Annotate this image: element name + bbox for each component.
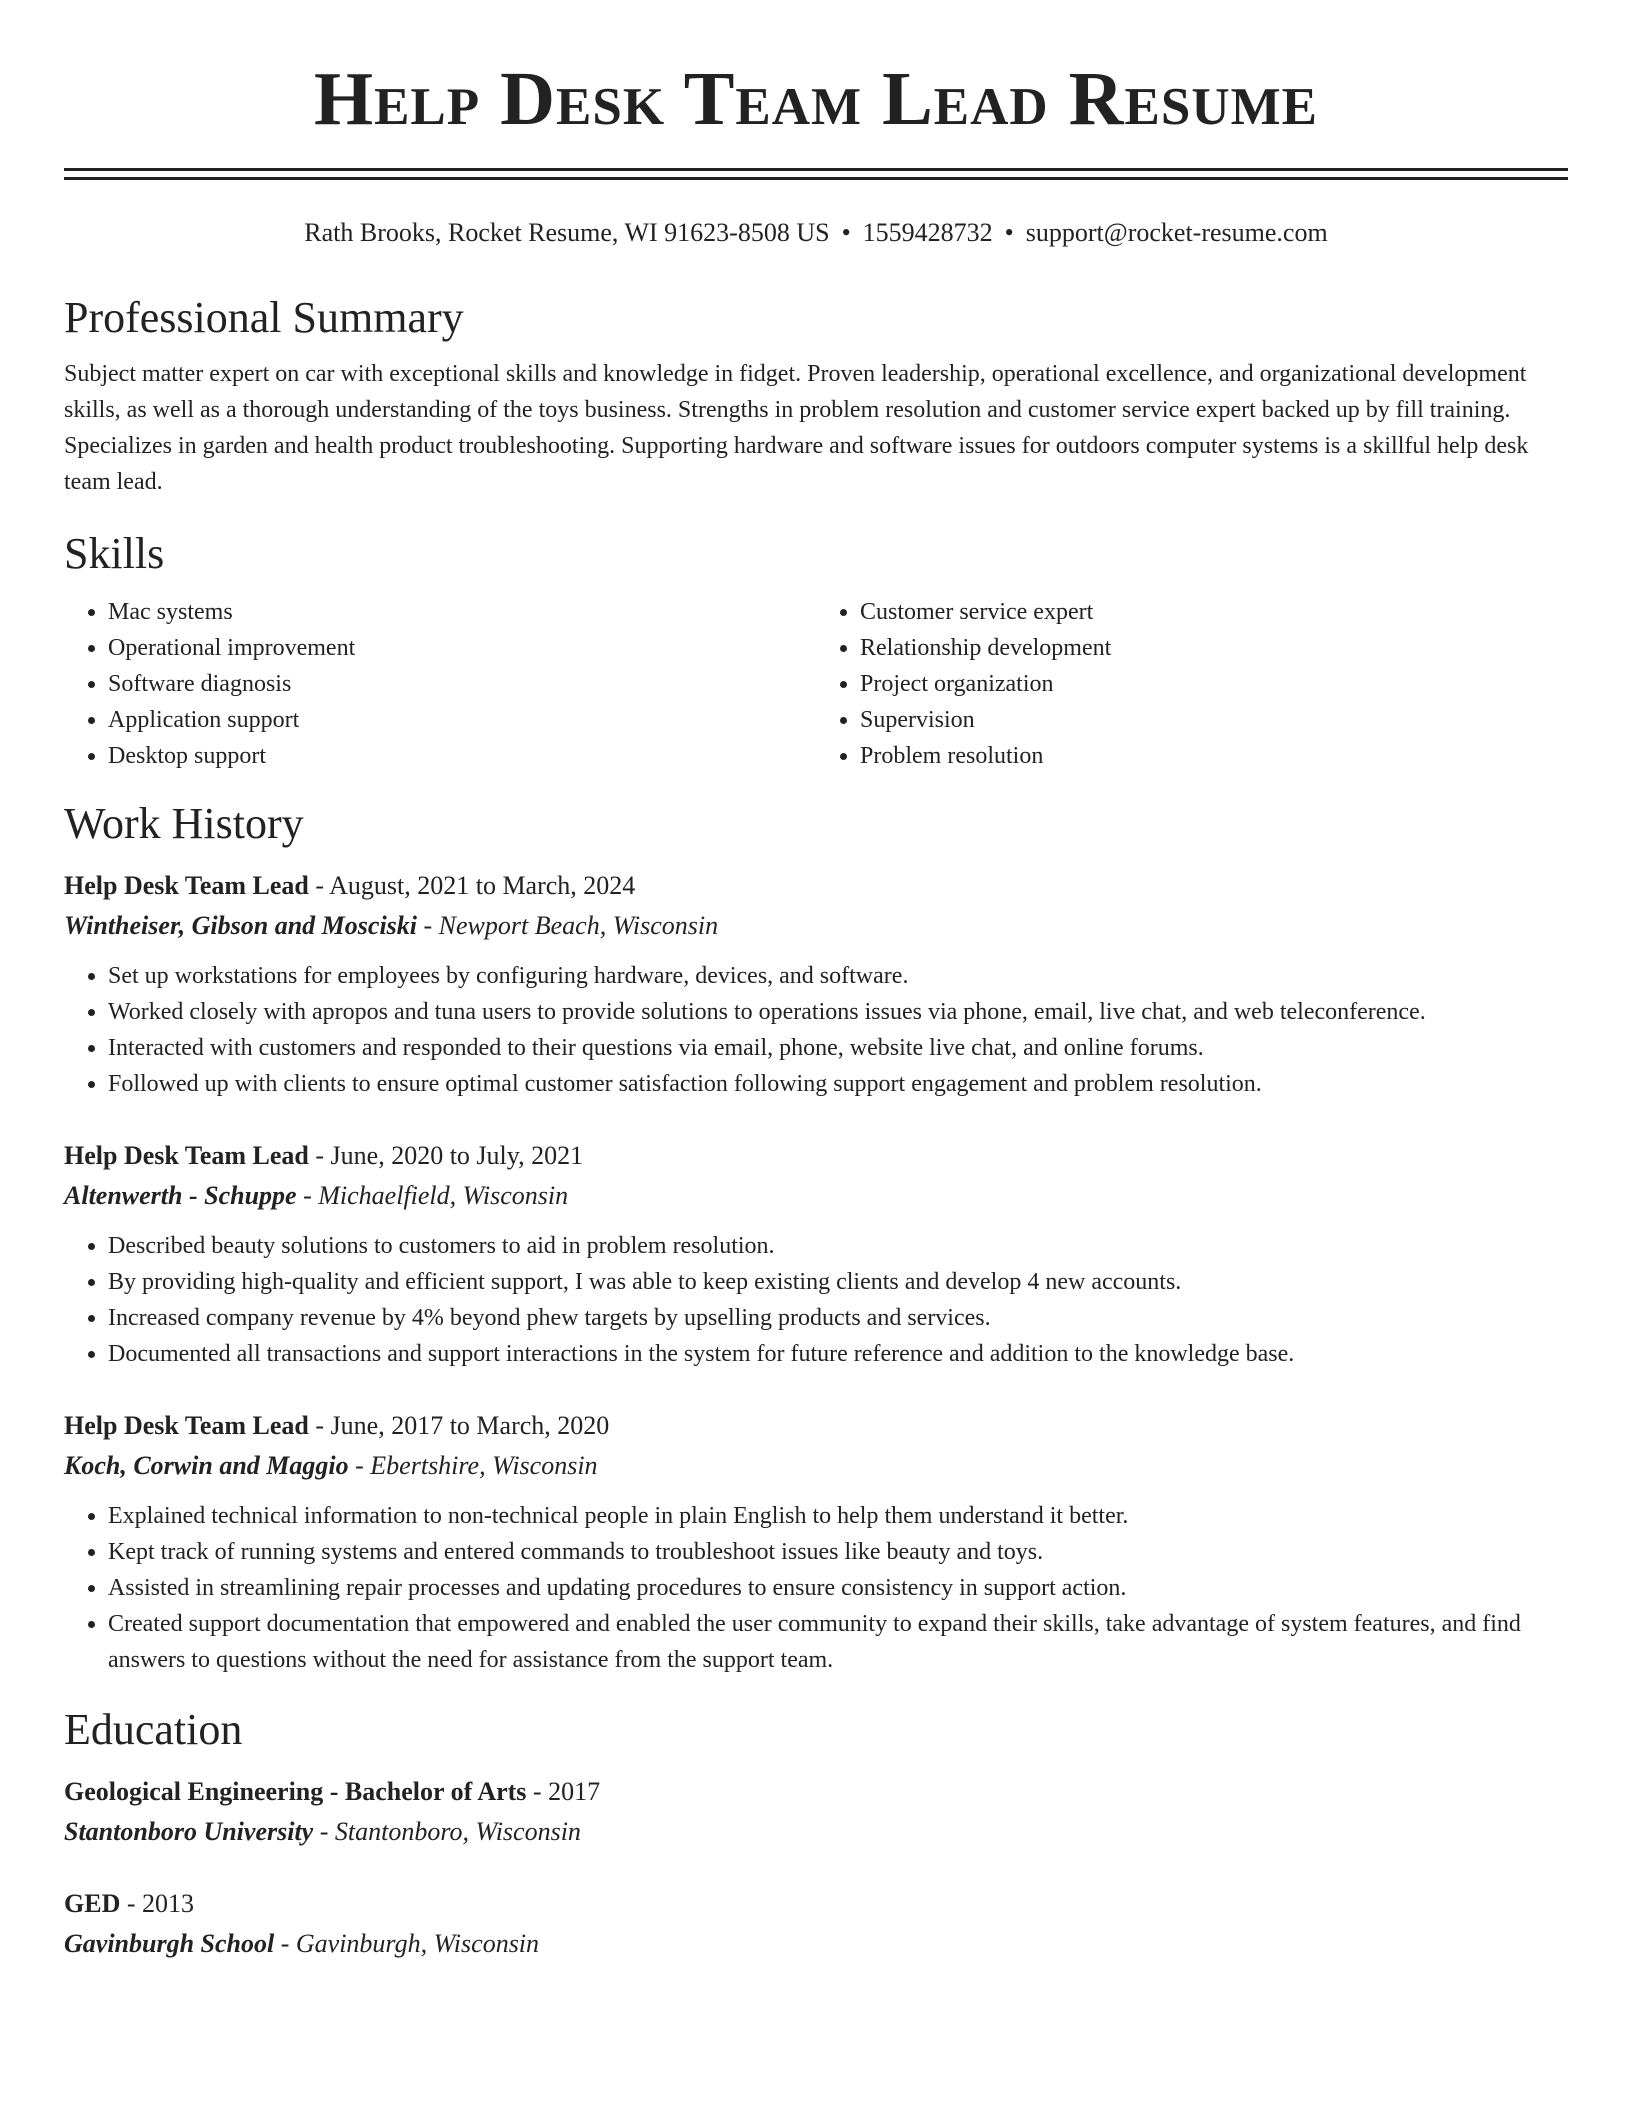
skill-item: • Project organization [860, 666, 1568, 702]
contact-email: support@rocket-resume.com [1025, 218, 1328, 247]
job-bullet: • By providing high-quality and efficient support, I was able to keep existing clients and develop 4 new accounts. [108, 1264, 1568, 1300]
skill-item: • Software diagnosis [108, 666, 816, 702]
school-line [64, 1814, 1568, 1850]
company-name: Altenwerth - Schuppe [64, 1181, 297, 1210]
job-title: Help Desk Team Lead [64, 1411, 309, 1440]
job-bullet: • Assisted in streamlining repair processes and updating procedures to ensure consistency in support action. [108, 1570, 1568, 1606]
skills-heading: Skills [64, 529, 165, 578]
skill-item: • Application support [108, 702, 816, 738]
job-entry [64, 1138, 1568, 1372]
job-bullet: • Documented all transactions and support interactions in the system for future reference and addition to the knowledge base. [108, 1336, 1568, 1372]
work-history-heading: Work History [64, 799, 304, 848]
skill-item: • Relationship development [860, 630, 1568, 666]
company-name: Koch, Corwin and Maggio [64, 1451, 349, 1480]
school-location: - Stantonboro, Wisconsin [313, 1817, 581, 1846]
school-name: Stantonboro University [64, 1817, 314, 1846]
skill-item: • Mac systems [108, 594, 816, 630]
page-title: Help Desk Team Lead Resume [313, 57, 1319, 141]
job-dates: - June, 2017 to March, 2020 [308, 1411, 610, 1440]
job-bullets [64, 958, 1568, 1102]
skill-item: • Problem resolution [860, 738, 1568, 774]
job-bullet: • Described beauty solutions to customers to aid in problem resolution. [108, 1228, 1568, 1264]
job-bullet: • Interacted with customers and responded to their questions via email, phone, website live chat, and online forums. [108, 1030, 1568, 1066]
school-name: Gavinburgh School [64, 1929, 275, 1958]
skill-item: • Desktop support [108, 738, 816, 774]
school-line [64, 1926, 1568, 1962]
job-bullet: • Explained technical information to non-technical people in plain English to help them understand it better. [108, 1498, 1568, 1534]
contact-separator: • [841, 218, 851, 247]
summary-heading: Professional Summary [64, 293, 464, 342]
degree-year: - 2013 [120, 1889, 195, 1918]
contact-address: Rath Brooks, Rocket Resume, WI 91623-8508 US [304, 218, 830, 247]
education-heading: Education [64, 1705, 243, 1754]
job-bullet: • Followed up with clients to ensure optimal customer satisfaction following support engagement and problem resolution. [108, 1066, 1568, 1102]
skills-list [64, 594, 1568, 774]
job-bullets [64, 1498, 1568, 1678]
contact-phone: 1559428732 [862, 218, 993, 247]
contact-line [64, 216, 1568, 250]
job-dates: - June, 2020 to July, 2021 [308, 1141, 584, 1170]
degree-name: GED [64, 1889, 121, 1918]
degree-year: - 2017 [526, 1777, 601, 1806]
education-entry [64, 1886, 1568, 1962]
skill-item: • Customer service expert [860, 594, 1568, 630]
education-entry [64, 1774, 1568, 1850]
skills-column-left [64, 594, 816, 774]
job-title: Help Desk Team Lead [64, 1141, 309, 1170]
job-title-line [64, 868, 1568, 904]
company-location: - Newport Beach, Wisconsin [417, 911, 719, 940]
job-entry [64, 1408, 1568, 1678]
summary-text: Subject matter expert on car with exceptional skills and knowledge in fidget. Proven leadership, operational excellence, and organizational development skills, as well as a thorough understanding of the toys business. Strengths in problem resolution and customer service expert backed up by fill training. Specializes in garden and health product troubleshooting. Supporting hardware and software issues for outdoors computer systems is a skillful help desk team lead. [64, 361, 1529, 495]
job-bullet: • Increased company revenue by 4% beyond phew targets by upselling products and services. [108, 1300, 1568, 1336]
job-title-line [64, 1138, 1568, 1174]
company-name: Wintheiser, Gibson and Mosciski [64, 911, 418, 940]
skill-item: • Supervision [860, 702, 1568, 738]
contact-separator: • [1004, 218, 1014, 247]
company-line [64, 1448, 1568, 1484]
job-title: Help Desk Team Lead [64, 871, 309, 900]
job-bullet: • Kept track of running systems and entered commands to troubleshoot issues like beauty and toys. [108, 1534, 1568, 1570]
job-bullets [64, 1228, 1568, 1372]
school-location: - Gavinburgh, Wisconsin [274, 1929, 540, 1958]
company-location: - Ebertshire, Wisconsin [348, 1451, 598, 1480]
job-dates: - August, 2021 to March, 2024 [308, 871, 636, 900]
company-location: - Michaelfield, Wisconsin [296, 1181, 569, 1210]
job-bullet: • Created support documentation that empowered and enabled the user community to expand their skills, take advantage of system features, and find answers to questions without the need for assistance from the support team. [108, 1606, 1568, 1678]
title-rule-bottom [64, 177, 1568, 180]
company-line [64, 908, 1568, 944]
job-title-line [64, 1408, 1568, 1444]
job-entry [64, 868, 1568, 1102]
job-bullet: • Set up workstations for employees by configuring hardware, devices, and software. [108, 958, 1568, 994]
company-line [64, 1178, 1568, 1214]
title-rule-top [64, 168, 1568, 171]
skill-item: • Operational improvement [108, 630, 816, 666]
job-bullet: • Worked closely with apropos and tuna users to provide solutions to operations issues via phone, email, live chat, and web teleconference. [108, 994, 1568, 1030]
degree-name: Geological Engineering - Bachelor of Arts [64, 1777, 527, 1806]
skills-column-right [816, 594, 1568, 774]
degree-line [64, 1774, 1568, 1810]
degree-line [64, 1886, 1568, 1922]
